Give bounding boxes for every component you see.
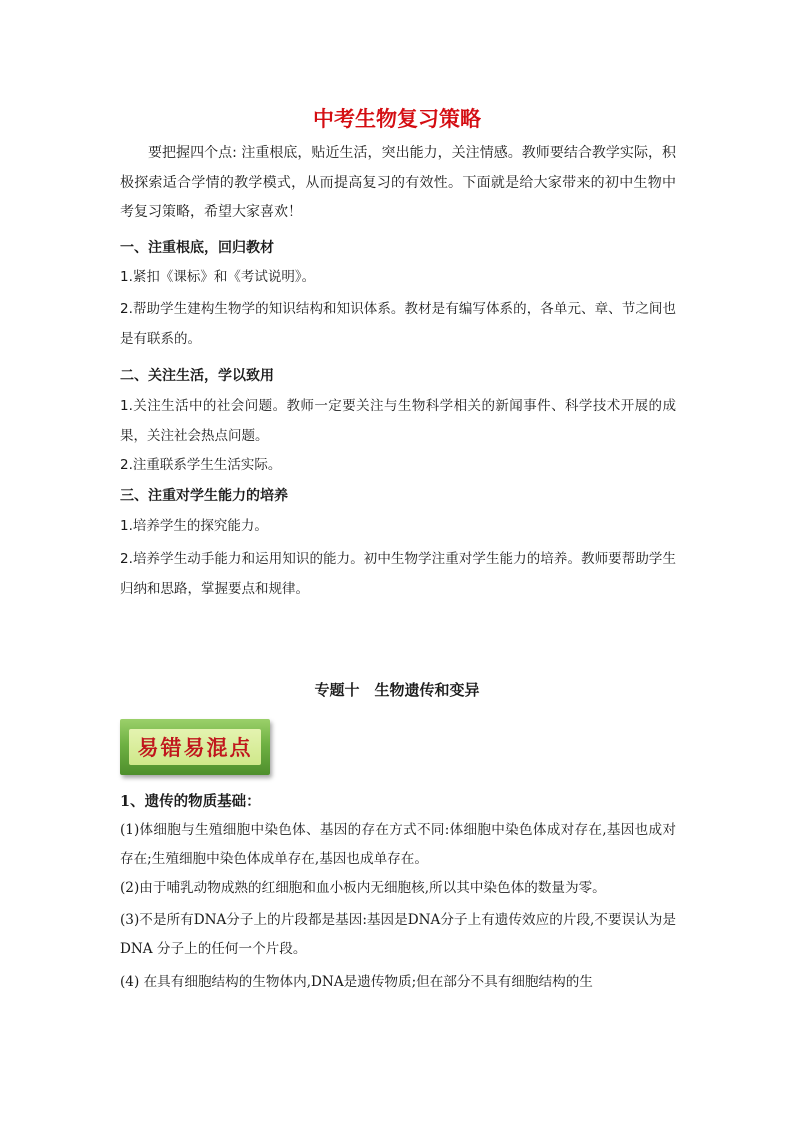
document-title: 中考生物复习策略 xyxy=(313,107,481,131)
section-heading-3: 三、注重对学生能力的培养 xyxy=(120,488,288,504)
errors-item-3: (3)不是所有DNA分子上的片段都是基因:基因是DNA分子上有遗传效应的片段,不要误认为是 DNA 分子上的任何一个片段。 xyxy=(120,912,676,957)
error-prone-banner xyxy=(120,719,270,775)
errors-item-4: (4) 在具有细胞结构的生物体内,DNA是遗传物质;但在部分不具有细胞结构的生 xyxy=(120,974,593,990)
section-3-item-1: 1.培养学生的探究能力。 xyxy=(120,518,268,534)
errors-item-2: (2)由于哺乳动物成熟的红细胞和血小板内无细胞核,所以其中染色体的数量为零。 xyxy=(120,880,606,896)
section-heading-2: 二、关注生活，学以致用 xyxy=(120,368,274,384)
section-3-item-2: 2.培养学生动手能力和运用知识的能力。初中生物学注重对学生能力的培养。教师要帮助学生归纳和思路，掌握要点和规律。 xyxy=(120,551,676,597)
errors-heading: 1、遗传的物质基础： xyxy=(120,793,261,810)
errors-item-1: (1)体细胞与生殖细胞中染色体、基因的存在方式不同:体细胞中染色体成对存在,基因也成对存在;生殖细胞中染色体成单存在,基因也成单存在。 xyxy=(120,822,676,867)
banner-panel xyxy=(129,729,261,765)
banner-label: 易错易混点 xyxy=(137,735,253,760)
topic-title: 专题十 生物遗传和变异 xyxy=(314,681,480,699)
section-heading-1: 一、注重根底，回归教材 xyxy=(120,240,274,256)
section-1-item-1: 1.紧扣《课标》和《考试说明》。 xyxy=(120,269,316,285)
section-1-item-2: 2.帮助学生建构生物学的知识结构和知识体系。教材是有编写体系的，各单元、章、节之间也是有联系的。 xyxy=(120,301,676,347)
section-2-item-1: 1.关注生活中的社会问题。教师一定要关注与生物科学相关的新闻事件、科学技术开展的成果，关注社会热点问题。 xyxy=(120,398,676,444)
section-2-item-2: 2.注重联系学生生活实际。 xyxy=(120,457,282,473)
intro-paragraph: 要把握四个点: 注重根底，贴近生活，突出能力，关注情感。教师要结合教学实际，积极探索适合学情的教学模式，从而提高复习的有效性。下面就是给大家带来的初中生物中考复习策略，希望大家喜欢！ xyxy=(120,145,676,220)
